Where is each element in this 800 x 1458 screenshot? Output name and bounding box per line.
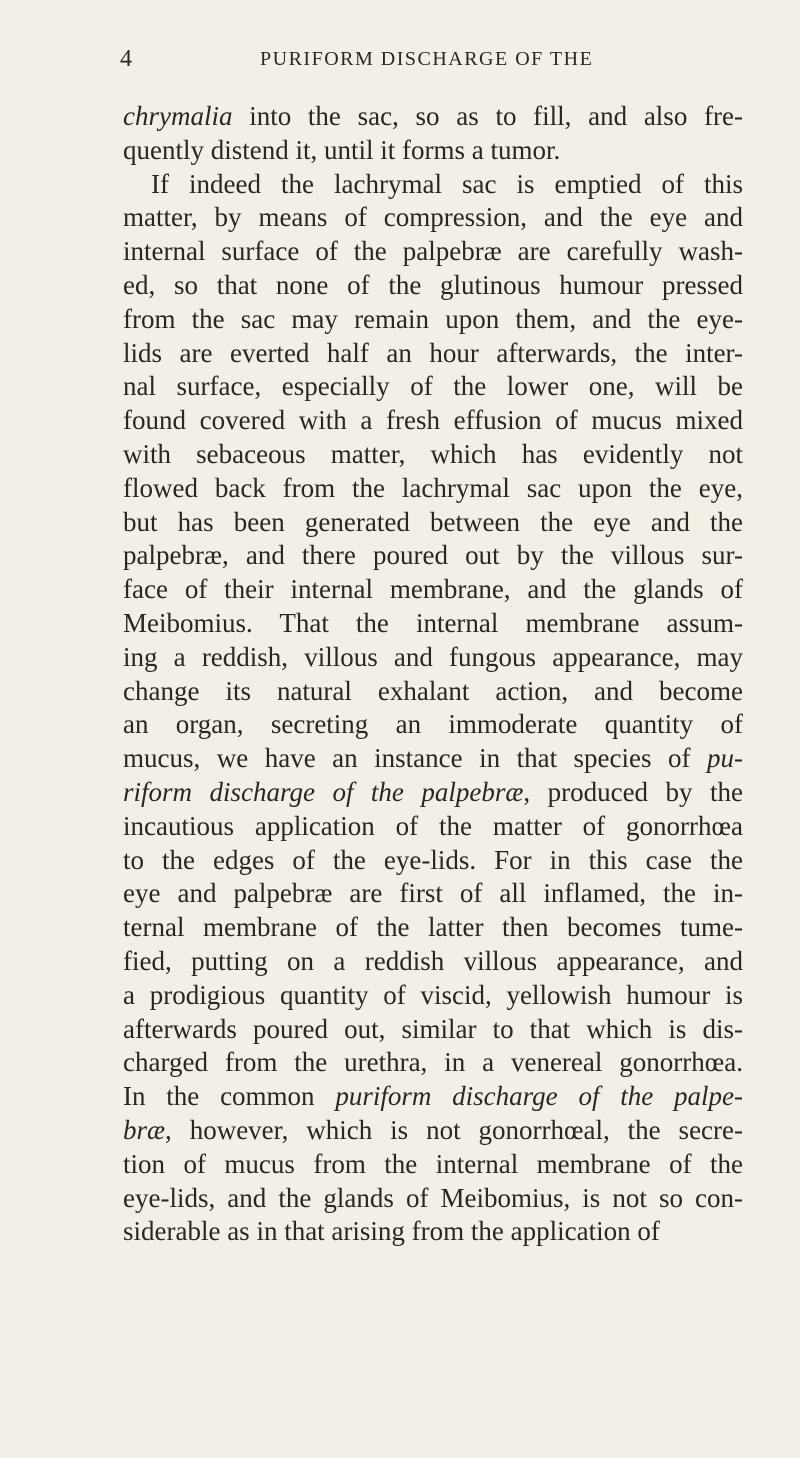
text-segment: , however, which is not gonorrhœal, the secre- [165, 1114, 743, 1145]
text-line [123, 844, 743, 878]
text-segment: fied, putting on a reddish villous appearance, and [123, 945, 743, 976]
text-segment: ternal membrane of the latter then becomes tume- [123, 912, 743, 943]
text-line [123, 979, 743, 1013]
text-segment: tion of mucus from the internal membrane of the [123, 1148, 743, 1179]
text-line [123, 438, 743, 472]
italic-text: chrymalia [123, 101, 233, 131]
running-head: PURIFORM DISCHARGE OF THE [260, 48, 594, 70]
text-line [123, 1182, 743, 1216]
text-segment: into the sac, so as to fill, and also fre- [232, 101, 743, 131]
text-segment: eye-lids, and the glands of Meibomius, is not so con- [123, 1182, 743, 1213]
text-line [123, 472, 743, 506]
text-line [123, 1215, 743, 1249]
text-segment: matter, by means of compression, and the eye and [123, 202, 743, 233]
text-line [123, 776, 743, 810]
text-line [123, 945, 743, 979]
text-line [123, 1046, 743, 1080]
italic-text: pu- [707, 743, 743, 774]
text-segment: ed, so that none of the glutinous humour pressed [123, 269, 743, 300]
text-line [123, 607, 743, 641]
page-header [120, 46, 720, 86]
text-segment: from the sac may remain upon them, and the eye- [123, 303, 743, 334]
text-segment: mucus, we have an instance in that species of [123, 743, 707, 774]
text-segment: nal surface, especially of the lower one, will be [123, 371, 743, 402]
text-segment: afterwards poured out, similar to that which is dis- [123, 1013, 743, 1044]
text-segment: eye and palpebræ are first of all inflamed, the in- [123, 878, 743, 909]
text-line [123, 100, 743, 134]
text-line [123, 134, 743, 168]
italic-text: bræ [123, 1114, 166, 1145]
text-line [123, 675, 743, 709]
text-segment: with sebaceous matter, which has evidently not [123, 438, 743, 469]
text-segment: charged from the urethra, in a venereal gonorrhœa. [123, 1047, 743, 1078]
text-segment: , produced by the [523, 776, 743, 807]
text-segment: but has been generated between the eye and the [123, 506, 743, 537]
text-segment: found covered with a fresh effusion of mucus mixed [123, 405, 743, 436]
text-line [123, 911, 743, 945]
page-number: 4 [120, 46, 132, 72]
text-line [123, 1080, 743, 1114]
text-line [123, 303, 743, 337]
text-line [123, 337, 743, 371]
text-segment: If indeed the lachrymal sac is emptied of this [151, 168, 743, 199]
text-line [123, 641, 743, 675]
text-line [123, 708, 743, 742]
text-segment: change its natural exhalant action, and become [123, 675, 743, 706]
text-segment: siderable as in that arising from the application of [123, 1216, 660, 1247]
text-line [123, 573, 743, 607]
text-segment: In the common [123, 1081, 336, 1112]
text-line [123, 810, 743, 844]
text-line [123, 506, 743, 540]
text-line [123, 1114, 743, 1148]
text-line [123, 877, 743, 911]
text-segment: internal surface of the palpebræ are carefully wash- [123, 236, 743, 267]
text-line [123, 1013, 743, 1047]
text-segment: to the edges of the eye-lids. For in this case the [123, 844, 743, 875]
text-segment: palpebræ, and there poured out by the villous sur- [123, 540, 743, 571]
text-segment: Meibomius. That the internal membrane assum- [123, 607, 743, 638]
text-segment: quently distend it, until it forms a tumor. [123, 134, 561, 165]
text-segment: lids are everted half an hour afterwards, the inter- [123, 337, 743, 368]
text-segment: a prodigious quantity of viscid, yellowish humour is [123, 979, 743, 1010]
text-line [123, 404, 743, 438]
text-line [123, 235, 743, 269]
text-segment: an organ, secreting an immoderate quantity of [123, 709, 743, 740]
text-line [123, 742, 743, 776]
text-segment: incautious application of the matter of gonorrhœa [123, 810, 743, 841]
text-line [123, 269, 743, 303]
text-segment: ing a reddish, villous and fungous appearance, may [123, 641, 743, 672]
text-segment: face of their internal membrane, and the glands of [123, 574, 743, 605]
italic-text: riform discharge of the palpebræ [123, 776, 524, 807]
text-segment: flowed back from the lachrymal sac upon the eye, [123, 472, 743, 503]
italic-text: puriform discharge of the palpe- [335, 1081, 743, 1112]
text-line [123, 370, 743, 404]
text-line [123, 539, 743, 573]
body-text [123, 100, 743, 1249]
text-line [123, 201, 743, 235]
text-line [123, 1148, 743, 1182]
text-line [123, 168, 743, 202]
